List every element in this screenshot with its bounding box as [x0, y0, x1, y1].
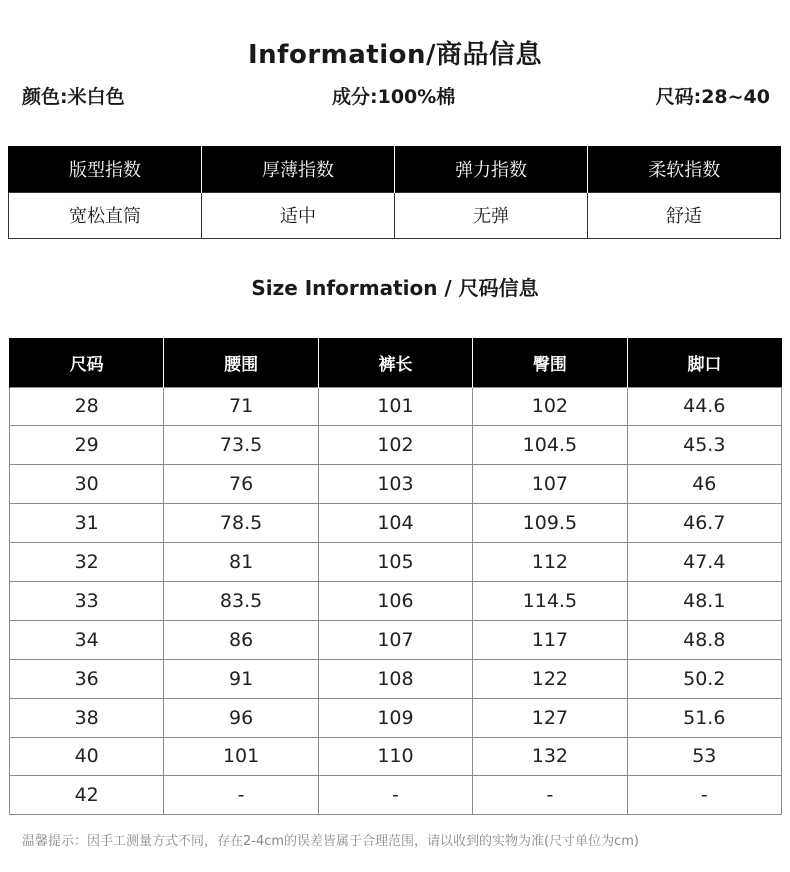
table-cell: 107 — [318, 620, 472, 659]
hem-column-header: 脚口 — [627, 338, 781, 387]
stretch-index-header: 弹力指数 — [395, 146, 588, 192]
table-row — [10, 737, 782, 776]
table-row — [10, 698, 782, 737]
size-section-title: Size Information / 尺码信息 — [251, 276, 539, 300]
table-cell: 46 — [627, 465, 781, 504]
table-cell: 32 — [10, 543, 164, 582]
table-cell: 127 — [473, 698, 627, 737]
table-row — [10, 659, 782, 698]
page-title: Information/商品信息 — [247, 40, 543, 70]
color-label: 颜色:米白色 — [22, 86, 125, 108]
table-row — [10, 581, 782, 620]
table-cell: 91 — [164, 659, 318, 698]
table-cell: 31 — [10, 504, 164, 543]
table-cell: 36 — [10, 659, 164, 698]
table-cell: 104.5 — [473, 426, 627, 465]
table-cell: 71 — [164, 387, 318, 426]
table-cell: 83.5 — [164, 581, 318, 620]
table-cell: 28 — [10, 387, 164, 426]
table-cell: 45.3 — [627, 426, 781, 465]
table-cell: 107 — [473, 465, 627, 504]
table-cell: 48.8 — [627, 620, 781, 659]
fit-index-table — [8, 146, 781, 239]
table-cell: 30 — [10, 465, 164, 504]
table-cell: - — [164, 776, 318, 815]
size-range-label: 尺码:28~40 — [655, 86, 770, 108]
table-cell: 104 — [318, 504, 472, 543]
table-cell: 53 — [627, 737, 781, 776]
table-cell: 47.4 — [627, 543, 781, 582]
table-cell: 110 — [318, 737, 472, 776]
table-row — [10, 465, 782, 504]
table-cell: 103 — [318, 465, 472, 504]
table-cell: 38 — [10, 698, 164, 737]
table-cell: 117 — [473, 620, 627, 659]
table-cell: 76 — [164, 465, 318, 504]
table-cell: 40 — [10, 737, 164, 776]
table-cell: 51.6 — [627, 698, 781, 737]
table-cell: 132 — [473, 737, 627, 776]
product-attributes — [22, 82, 770, 108]
size-table-body — [10, 387, 782, 815]
table-cell: 29 — [10, 426, 164, 465]
table-cell: 112 — [473, 543, 627, 582]
footnote: 温馨提示：因手工测量方式不同，存在2-4cm的误差皆属于合理范围，请以收到的实物为准(尺寸单位为cm) — [22, 834, 639, 849]
table-cell: - — [627, 776, 781, 815]
table-cell: 106 — [318, 581, 472, 620]
table-row — [10, 387, 782, 426]
table-cell: 108 — [318, 659, 472, 698]
table-cell: 102 — [473, 387, 627, 426]
table-cell: 42 — [10, 776, 164, 815]
thickness-index-header: 厚薄指数 — [202, 146, 395, 192]
table-row — [10, 426, 782, 465]
table-cell: 34 — [10, 620, 164, 659]
size-column-header: 尺码 — [10, 338, 164, 387]
table-cell: 101 — [164, 737, 318, 776]
softness-index-value: 舒适 — [588, 192, 781, 238]
table-cell: 109.5 — [473, 504, 627, 543]
thickness-index-value: 适中 — [202, 192, 395, 238]
size-table — [9, 338, 782, 815]
length-column-header: 裤长 — [318, 338, 472, 387]
table-cell: 73.5 — [164, 426, 318, 465]
table-row — [10, 776, 782, 815]
table-cell: 50.2 — [627, 659, 781, 698]
table-row — [10, 620, 782, 659]
table-cell: 101 — [318, 387, 472, 426]
hip-column-header: 臀围 — [473, 338, 627, 387]
table-cell: 81 — [164, 543, 318, 582]
softness-index-header: 柔软指数 — [588, 146, 781, 192]
table-cell: 46.7 — [627, 504, 781, 543]
table-cell: 122 — [473, 659, 627, 698]
table-cell: - — [318, 776, 472, 815]
table-cell: - — [473, 776, 627, 815]
size-table-header-row — [10, 338, 782, 387]
table-cell: 48.1 — [627, 581, 781, 620]
table-cell: 33 — [10, 581, 164, 620]
table-cell: 114.5 — [473, 581, 627, 620]
fit-index-header-row — [9, 146, 781, 192]
fit-index-value-row — [9, 192, 781, 238]
table-cell: 96 — [164, 698, 318, 737]
fabric-label: 成分:100%棉 — [332, 86, 456, 108]
table-cell: 86 — [164, 620, 318, 659]
table-cell: 102 — [318, 426, 472, 465]
table-row — [10, 504, 782, 543]
fit-index-header: 版型指数 — [9, 146, 202, 192]
table-row — [10, 543, 782, 582]
waist-column-header: 腰围 — [164, 338, 318, 387]
table-cell: 105 — [318, 543, 472, 582]
table-cell: 109 — [318, 698, 472, 737]
table-cell: 44.6 — [627, 387, 781, 426]
fit-index-value: 宽松直筒 — [9, 192, 202, 238]
table-cell: 78.5 — [164, 504, 318, 543]
stretch-index-value: 无弹 — [395, 192, 588, 238]
